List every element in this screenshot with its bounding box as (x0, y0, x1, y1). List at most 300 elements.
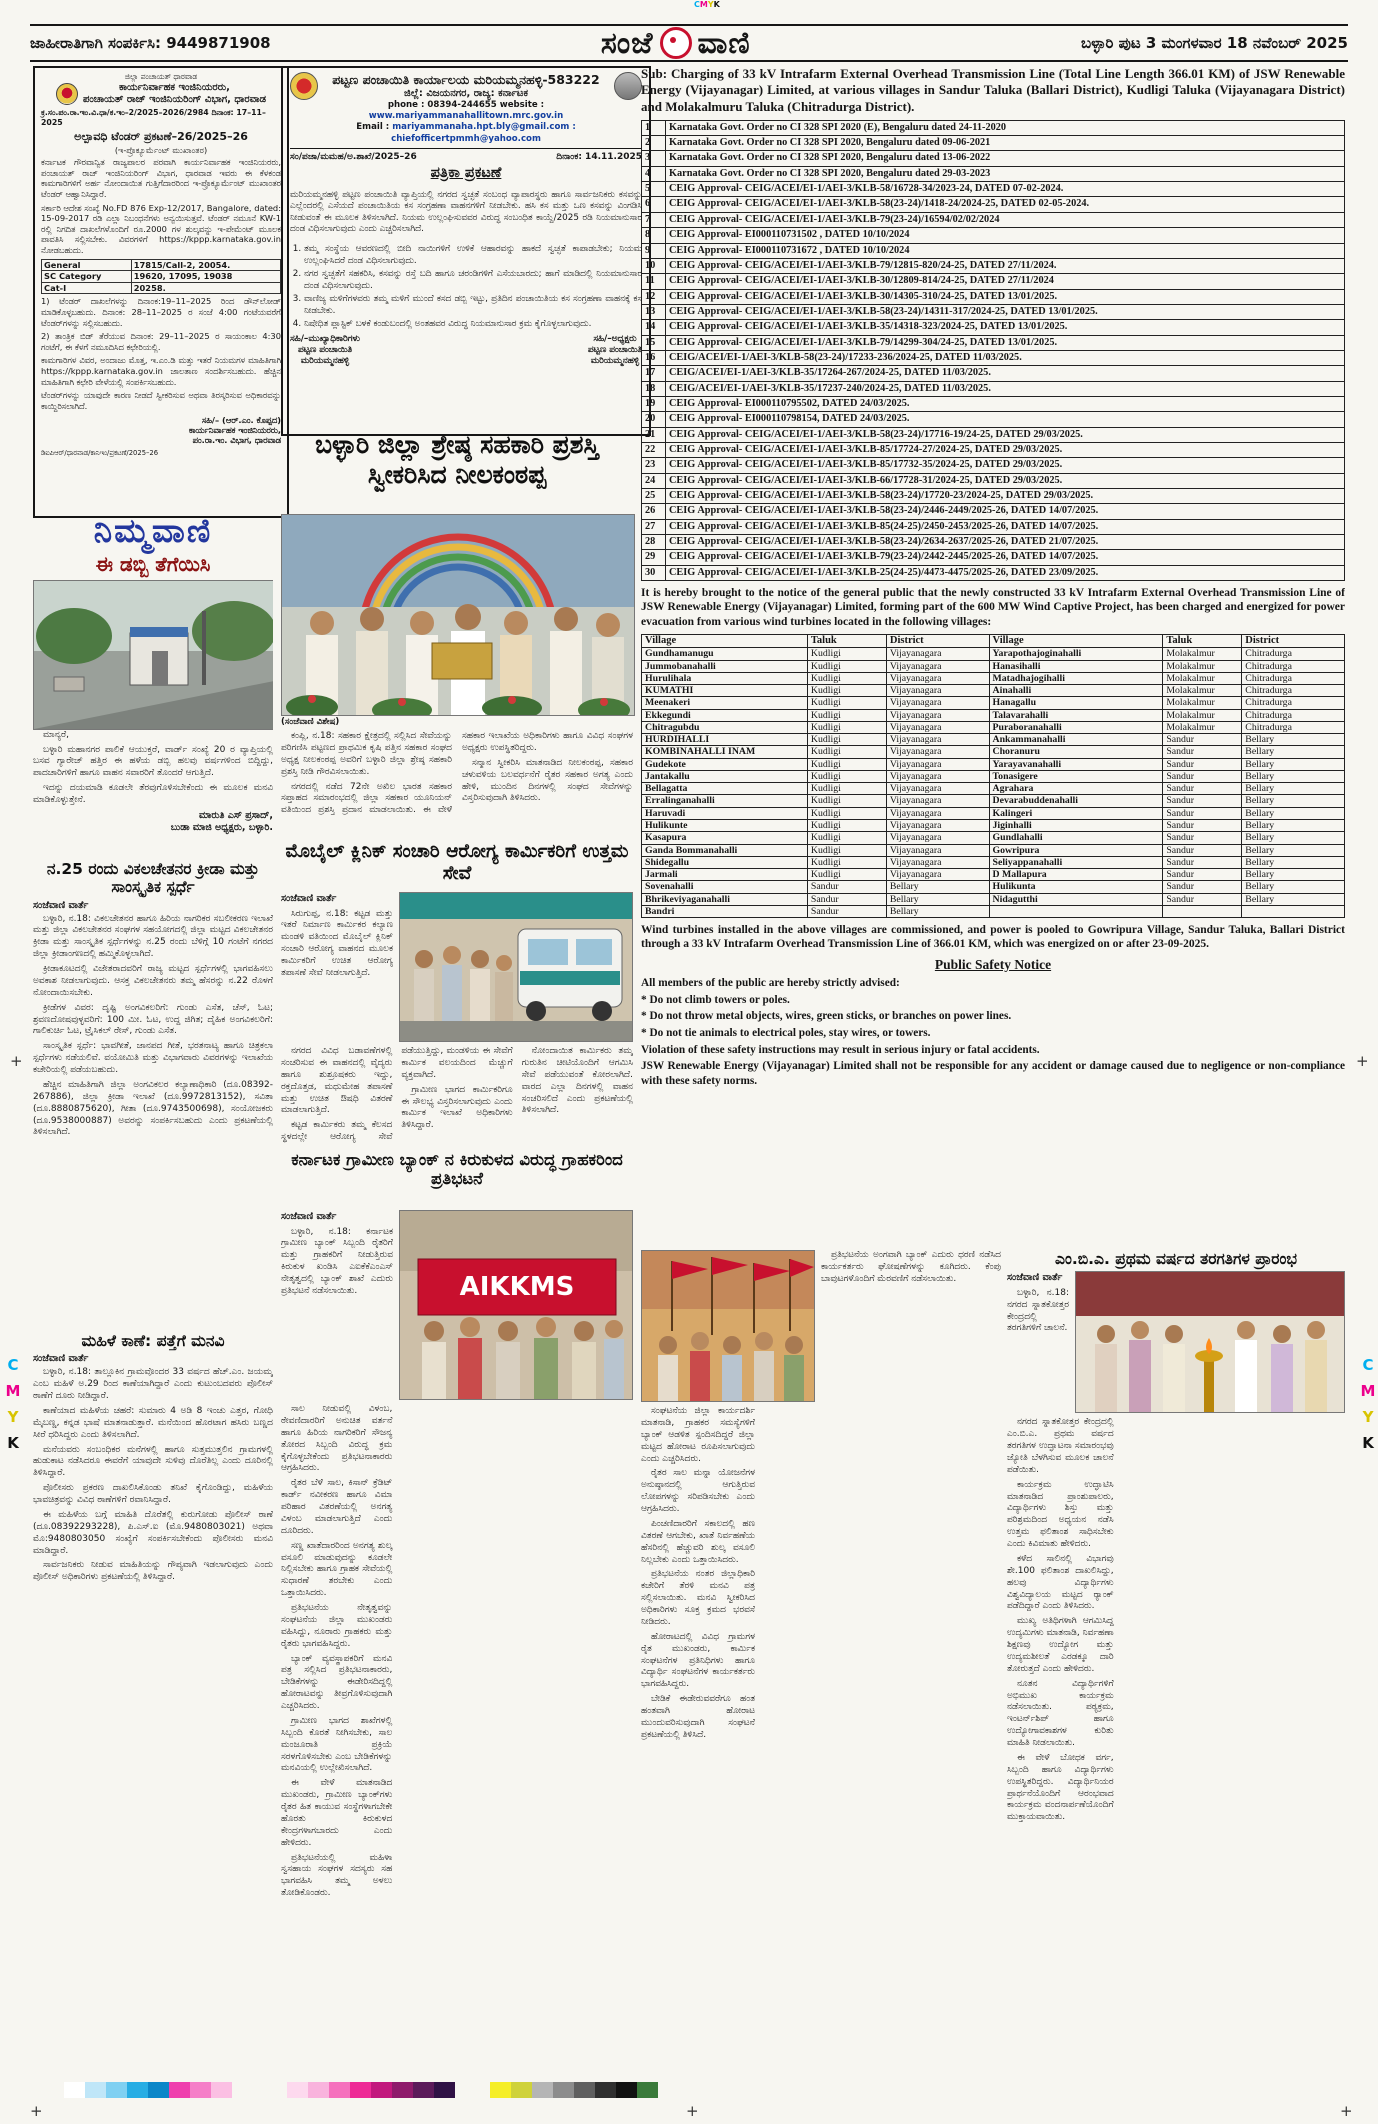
color-swatch (595, 2082, 616, 2098)
village-name: Jummobanahalli (642, 660, 808, 672)
masthead-text-left: ಸಂಜೆ (600, 25, 654, 61)
village-row (642, 783, 1345, 795)
page-header (30, 25, 1348, 61)
village-name: Bandri (642, 905, 808, 917)
govt-emblem-icon (56, 83, 78, 105)
tender-bottom-ref: ಡಿಐಪಿಆರ್/ಧಾರವಾಡ/ಕಾನಿಇಂ/ಪ್ರಕಟಣೆ/2025–26 (41, 448, 159, 457)
release-point: 2. ನಗರ ಸ್ವಚ್ಛತೆಗೆ ಸಹಕರಿಸಿ, ಕಸವನ್ನು ರಸ್ತೆ ಬದಿ ಹಾಗೂ ಚರಂಡಿಗಳಿಗೆ ಎಸೆಯಬಾರದು; ಹಾಗೆ ಮಾಡಿದಲ್ಲಿ ನಿಯಮಾನುಸಾರ ದಂಡ ವಿಧಿಸಲಾಗುವುದು. (304, 269, 642, 292)
paragraph: ಕ್ರೀಡೆಗಳ ವಿವರ: ದೃಷ್ಟಿ ಅಂಗವಿಕಲರಿಗೆ: ಗುಂಡು ಎಸೆತ, ಚೆಸ್, ಓಟ; ಶ್ರವಣದೋಷವುಳ್ಳವರಿಗೆ: 100 ಮೀ. ಓಟ, ಉದ್ದ ಜಿಗಿತ; ದೈಹಿಕ ಅಂಗವಿಕಲರಿಗೆ: ಗಾಲಿಕುರ್ಚಿ ಓಟ, ಟ್ರೈಸಿಕಲ್ ರೇಸ್, ಗುಂಡು ಎಸೆತ. (33, 1002, 273, 1037)
signature-line: ಸಹಿ/–ಅಧ್ಯಕ್ಷರು (593, 334, 637, 345)
bank-lead (281, 1210, 393, 1400)
village-row (642, 795, 1345, 807)
mba-article (1007, 1250, 1345, 2058)
order-text: CEIG Approval- EI000110731672 , DATED 10/10/2024 (666, 243, 1345, 258)
taluk: Sandur (1163, 746, 1242, 758)
order-row (642, 550, 1345, 565)
village-name: D Mallapura (989, 869, 1163, 881)
order-row (642, 504, 1345, 519)
district: Bellary (1242, 893, 1345, 905)
order-number: 26 (642, 504, 666, 519)
village-name: Kasapura (642, 832, 808, 844)
order-text: CEIG Approval- CEIG/ACEI/EI-1/AEI-3/KLB-58(23-24)/14311-317/2024-25, DATED 13/01/2025. (666, 304, 1345, 319)
district: Bellary (1242, 807, 1345, 819)
safety-point: * Do not climb towers or poles. (641, 993, 790, 1006)
order-text: Karnataka Govt. Order no CI 328 SPI 2020, Bengaluru dated 29-03-2023 (666, 166, 1345, 181)
village-name: Ganda Bommanahalli (642, 844, 808, 856)
mobile-clinic-photo (399, 892, 633, 1042)
village-name: Hanagallu (989, 697, 1163, 709)
order-row (642, 274, 1345, 289)
order-row (642, 212, 1345, 227)
order-text: CEIG Approval- CEIG/ACEI/EI-1/AEI-3/KLB-25(24-25)/4473-4475/2025-26, DATED 23/09/2025. (666, 565, 1345, 580)
order-row (642, 166, 1345, 181)
paragraph: ಕ್ರೀಡಾಕೂಟದಲ್ಲಿ ವಿಜೇತರಾದವರಿಗೆ ರಾಜ್ಯ ಮಟ್ಟದ ಸ್ಪರ್ಧೆಗಳಲ್ಲಿ ಭಾಗವಹಿಸಲು ಅವಕಾಶ ನೀಡಲಾಗುವುದು. ಆಸಕ್ತ ವಿಕಲಚೇತನರು ತಮ್ಮ ಹೆಸರನ್ನು ನ.22 ರೊಳಗೆ ನೋಂದಾಯಿಸಬೇಕು. (33, 964, 273, 998)
village-name: Ainahalli (989, 685, 1163, 697)
paragraph: ಪ್ರತಿಭಟನೆಯ ನೇತೃತ್ವವನ್ನು ಸಂಘಟನೆಯ ಜಿಲ್ಲಾ ಮುಖಂಡರು ವಹಿಸಿದ್ದು, ನೂರಾರು ಗ್ರಾಹಕರು ಮತ್ತು ರೈತರು ಭಾಗವಹಿಸಿದ್ದರು. (281, 1603, 393, 1649)
taluk: Molakalmur (1163, 721, 1242, 733)
village-name: Bhrikeviyaganahalli (642, 893, 808, 905)
order-text: CEIG Approval- CEIG/ACEI/EI-1/AEI-3/KLB-58(23-24)/17720-23/2024-25, DATED 29/03/2025. (666, 489, 1345, 504)
district: Vijayanagara (886, 660, 989, 672)
tender-district-line: ಜಿಲ್ಲಾ ಪಂಚಾಯತ್ ಧಾರವಾಡ (124, 72, 198, 81)
order-text: CEIG/ACEI/EI-1/AEI-3/KLB-35/17237-240/2024-25, DATED 11/03/2025. (666, 381, 1345, 396)
paragraph: ಕಟ್ಟಡ ಕಾರ್ಮಿಕರು ತಮ್ಮ ಕೆಲಸದ ಸ್ಥಳದಲ್ಲೇ ಆರೋಗ್ಯ ಸೇವೆ ಪಡೆಯುತ್ತಿದ್ದು, ಮಂಡಳಿಯ ಈ ಸೇವೆಗೆ ಕಾರ್ಮಿಕ ವಲಯದಿಂದ ಮೆಚ್ಚುಗೆ ವ್ಯಕ್ತವಾಗಿದೆ. (281, 1046, 513, 1143)
order-row (642, 565, 1345, 580)
column-header: Village (642, 635, 808, 648)
village-name: Ekkegundi (642, 709, 808, 721)
color-swatch (85, 2082, 106, 2098)
village-row (642, 672, 1345, 684)
color-swatch (329, 2082, 350, 2098)
order-row (642, 335, 1345, 350)
village-name: Yarapothajoginahalli (989, 648, 1163, 660)
color-calibration-strip (287, 2082, 455, 2098)
article-byline: ಸಂಜೆವಾಣಿ ವಾರ್ತೆ (281, 1211, 337, 1222)
safety-disclaimer: JSW Renewable Energy (Vijayanagar) Limited shall not be responsible for any accident or damage caused due to negligence or non-compliance with these safety norms. (641, 1060, 1345, 1087)
clinic-article-headline: ಮೊಬೈಲ್ ಕ್ಲಿನಿಕ್ ಸಂಚಾರಿ ಆರೋಗ್ಯ ಕಾರ್ಮಿಕರಿಗೆ ಉತ್ತಮ ಸೇವೆ (285, 841, 629, 884)
paragraph: ಮನೆಯವರು ಸಂಬಂಧಿಕರ ಮನೆಗಳಲ್ಲಿ ಹಾಗೂ ಸುತ್ತಮುತ್ತಲಿನ ಗ್ರಾಮಗಳಲ್ಲಿ ಹುಡುಕಾಟ ನಡೆಸಿದರೂ ಈವರೆಗೆ ಯಾವುದೇ ಸುಳಿವು ದೊರೆತಿಲ್ಲ ಎಂದು ದೂರಿನಲ್ಲಿ ತಿಳಿಸಿದ್ದಾರೆ. (33, 1444, 273, 1479)
district: Bellary (1242, 758, 1345, 770)
taluk: Kudligi (807, 758, 886, 770)
color-swatch (106, 2082, 127, 2098)
safety-point: * Do not tie animals to electrical poles, stay wires, or towers. (641, 1026, 931, 1039)
village-row (642, 709, 1345, 721)
order-number: 29 (642, 550, 666, 565)
village-row (642, 697, 1345, 709)
paragraph: ಮುಖ್ಯ ಅತಿಥಿಗಳಾಗಿ ಆಗಮಿಸಿದ್ದ ಉದ್ಯಮಿಗಳು ಮಾತನಾಡಿ, ನಿರ್ವಹಣಾ ಶಿಕ್ಷಣವು ಉದ್ಯೋಗ ಮತ್ತು ಉದ್ಯಮಶೀಲತೆ ಎರಡಕ್ಕೂ ದಾರಿ ತೋರುತ್ತದೆ ಎಂದು ಹೇಳಿದರು. (1007, 1616, 1114, 1674)
taluk: Kudligi (807, 783, 886, 795)
district: Bellary (886, 905, 989, 917)
paragraph: ಪೊಲೀಸರು ಪ್ರಕರಣ ದಾಖಲಿಸಿಕೊಂಡು ತನಿಖೆ ಕೈಗೊಂಡಿದ್ದು, ಮಹಿಳೆಯ ಭಾವಚಿತ್ರವನ್ನು ವಿವಿಧ ಠಾಣೆಗಳಿಗೆ ರವಾನಿಸಿದ್ದಾರೆ. (33, 1483, 273, 1506)
taluk: Kudligi (807, 856, 886, 868)
color-swatch (148, 2082, 169, 2098)
order-text: CEIG Approval- CEIG/ACEI/EI-1/AEI-3/KLB-58(23-24)/2634-2637/2025-26, DATED 21/07/2025. (666, 535, 1345, 550)
paragraph: ನಗರದ ವಿವಿಧ ಬಡಾವಣೆಗಳಲ್ಲಿ ಸಂಚರಿಸುವ ಈ ವಾಹನದಲ್ಲಿ ವೈದ್ಯರು ಹಾಗೂ ಶುಶ್ರೂಷಕರು ಇದ್ದು, ರಕ್ತದೊತ್ತಡ, ಮಧುಮೇಹ ತಪಾಸಣೆ ಮತ್ತು ಉಚಿತ ಔಷಧಿ ವಿತರಣೆ ಮಾಡಲಾಗುತ್ತಿದೆ. (281, 1046, 393, 1116)
order-text: CEIG Approval- CEIG/ACEI/EI-1/AEI-3/KLB-30/12809-814/24-25, DATED 27/11/2024 (666, 274, 1345, 289)
taluk: Sandur (807, 905, 886, 917)
office-subtitle: ಜಿಲ್ಲೆ: ವಿಜಯನಗರ, ರಾಜ್ಯ: ಕರ್ನಾಟಕ (404, 87, 528, 99)
phone-number: 08394-244655 (427, 100, 497, 110)
order-number: 12 (642, 289, 666, 304)
village-name: Hulikunte (642, 819, 808, 831)
column-header: District (1242, 635, 1345, 648)
order-text: CEIG/ACEI/EI-1/AEI-3/KLB-35/17264-267/2024-25, DATED 11/03/2025. (666, 366, 1345, 381)
color-swatch (169, 2082, 190, 2098)
email-address-1: mariyammanaha.hpt.bly@gmail.com (392, 122, 570, 133)
color-swatch (490, 2082, 511, 2098)
taluk: Sandur (1163, 856, 1242, 868)
column-header: District (886, 635, 989, 648)
taluk: Sandur (1163, 783, 1242, 795)
paragraph: ಕಾಣೆಯಾದ ಮಹಿಳೆಯ ಚಹರೆ: ಸುಮಾರು 4 ಅಡಿ 8 ಇಂಚು ಎತ್ತರ, ಗೋಧಿ ಮೈಬಣ್ಣ, ಕನ್ನಡ ಭಾಷೆ ಮಾತನಾಡುತ್ತಾರೆ. ಮನೆಯಿಂದ ಹೊರಟಾಗ ಹಸಿರು ಬಣ್ಣದ ಸೀರೆ ಧರಿಸಿದ್ದರು ಎಂದು ತಿಳಿಸಲಾಗಿದೆ. (33, 1405, 273, 1440)
order-row (642, 136, 1345, 151)
village-name: Puraboranahalli (989, 721, 1163, 733)
tender-notes (41, 296, 281, 411)
paragraph: ಬಳ್ಳಾರಿ, ನ.18: ತಾಲ್ಲೂಕಿನ ಗ್ರಾಮವೊಂದರ 33 ವರ್ಷದ ಹೆಚ್.ಎಂ. ಜಯಮ್ಮ ಎಂಬ ಮಹಿಳೆ ಅ.29 ರಿಂದ ಕಾಣೆಯಾಗಿದ್ದಾರೆ ಎಂದು ಕುಟುಂಬದವರು ಪೊಲೀಸ್ ಠಾಣೆಗೆ ದೂರು ನೀಡಿದ್ದಾರೆ. (33, 1367, 273, 1402)
paragraph: ಬಳ್ಳಾರಿ, ನ.18: ವಿಕಲಚೇತನರ ಹಾಗೂ ಹಿರಿಯ ನಾಗರಿಕರ ಸಬಲೀಕರಣ ಇಲಾಖೆ ಮತ್ತು ಜಿಲ್ಲಾ ವಿಕಲಚೇತನರ ಸಂಘಗಳ ಸಹಯೋಗದಲ್ಲಿ ಜಿಲ್ಲಾ ಮಟ್ಟದ ವಿಕಲಚೇತನರ ಕ್ರೀಡಾ ಮತ್ತು ಸಾಂಸ್ಕೃತಿಕ ಸ್ಪರ್ಧೆಗಳನ್ನು ನ.25 ರಂದು ಬೆಳಿಗ್ಗೆ 10 ಗಂಟೆಗೆ ನಗರದ ಜಿಲ್ಲಾ ಕ್ರೀಡಾಂಗಣದಲ್ಲಿ ಹಮ್ಮಿಕೊಳ್ಳಲಾಗಿದೆ. (33, 913, 273, 960)
taluk: Kudligi (807, 807, 886, 819)
paragraph: ಕಾರ್ಯಕ್ರಮ ಉದ್ಘಾಟಿಸಿ ಮಾತನಾಡಿದ ಪ್ರಾಂಶುಪಾಲರು, ವಿದ್ಯಾರ್ಥಿಗಳು ಶಿಸ್ತು ಮತ್ತು ಪರಿಶ್ರಮದಿಂದ ಅಧ್ಯಯನ ನಡೆಸಿ ಉತ್ತಮ ಫಲಿತಾಂಶ ಸಾಧಿಸಬೇಕು ಎಂದು ಕಿವಿಮಾತು ಹೇಳಿದರು. (1007, 1479, 1114, 1550)
district: Vijayanagara (886, 869, 989, 881)
signature-line: ಪಟ್ಟಣ ಪಂಚಾಯಿತಿ (587, 345, 642, 356)
notice-intro: It is hereby brought to the notice of the general public that the newly constructed 33 kV Intrafarm External Overhead Transmission Line of JSW Renewable Energy (Vijayanagar) Limited, forming part of the 600 MW Wind Captive Project, has been charged and energized for power evacuation from various wind turbines located in the following villages: (641, 587, 1345, 628)
village-name: Chitragubdu (642, 721, 808, 733)
order-text: CEIG Approval- CEIG/ACEI/EI-1/AEI-3/KLB-79/12815-820/24-25, DATED 27/11/2024. (666, 258, 1345, 273)
district: Vijayanagara (886, 746, 989, 758)
bank-protest-top (281, 1210, 633, 1400)
village-row (642, 881, 1345, 893)
village-row (642, 856, 1345, 868)
paragraph: ರೈತರ ಸಾಲ ಮನ್ನಾ ಯೋಜನೆಗಳ ಅನುಷ್ಠಾನದಲ್ಲಿ ಆಗುತ್ತಿರುವ ಲೋಪಗಳನ್ನು ಸರಿಪಡಿಸಬೇಕು ಎಂದು ಆಗ್ರಹಿಸಿದರು. (641, 1468, 755, 1514)
district (1242, 905, 1345, 917)
photo-caption: (ಸಂಜೆವಾಣಿ ವಿಶೇಷ) (281, 717, 340, 727)
cmyk-letter: Y (1362, 1408, 1374, 1426)
order-number: 11 (642, 274, 666, 289)
order-row (642, 489, 1345, 504)
village-name: Erralinganahalli (642, 795, 808, 807)
article-byline: ಸಂಜೆವಾಣಿ ವಾರ್ತೆ (33, 899, 89, 911)
tender-signatory-office: ಪಂ.ರಾ.ಇಂ. ವಿಭಾಗ, ಧಾರವಾಡ (192, 435, 281, 446)
order-number: 24 (642, 473, 666, 488)
district: Vijayanagara (886, 819, 989, 831)
order-number: 19 (642, 396, 666, 411)
tender-paragraph: ಸರ್ಕಾರಿ ಆದೇಶ ಸಂಖ್ಯೆ No.FD 876 Exp-12/2017, Bangalore, dated: 15-09-2017 ರಡಿ ಎಲ್ಲಾ ನಿಬಂಧನೆಗಳು ಅನ್ವಯಿಸುತ್ತವೆ. ಟೆಂಡರ್ ನಮೂನೆ KW-1 ರಲ್ಲಿ ನಿಗದಿತ ದಾಖಲೆಗಳೊಂದಿಗೆ ರೂ.2000 ಗಳ ಶುಲ್ಕವನ್ನು ಇ-ಪೇಮೆಂಟ್ ಮೂಲಕ ಪಾವತಿಸಿ ಸಲ್ಲಿಸಬೇಕು. ವಿವರಗಳಿಗೆ https://kppp.karnataka.gov.in ನೋಡಬಹುದು. (41, 202, 281, 255)
taluk: Sandur (1163, 832, 1242, 844)
district: Bellary (1242, 856, 1345, 868)
category-value: 17815/Call-2, 20054. (131, 259, 280, 271)
cmyk-letter: C (1362, 1356, 1374, 1374)
protest-continuation (641, 1250, 1001, 2058)
column-header: Taluk (807, 635, 886, 648)
order-row (642, 350, 1345, 365)
registration-mark: + (1340, 2102, 1353, 2120)
color-calibration-strip (64, 2082, 232, 2098)
village-row (642, 746, 1345, 758)
order-number: 23 (642, 458, 666, 473)
tender-note: 2) ತಾಂತ್ರಿಕ ಬಿಡ್ ತೆರೆಯುವ ದಿನಾಂಕ: 29–11–2025 ರ ಸಾಯಂಕಾಲ 4:30 ಗಂಟೆಗೆ, ಈ ಕೆಳಗೆ ನಮೂದಿಸಿದ ಕಛೇರಿಯಲ್ಲಿ. (41, 331, 281, 352)
district: Bellary (1242, 770, 1345, 782)
district: Bellary (1242, 795, 1345, 807)
paragraph: ಬಳ್ಳಾರಿ ಮಹಾನಗರ ಪಾಲಿಕೆ ಆಯುಕ್ತರೆ, ವಾರ್ಡ್ ಸಂಖ್ಯೆ 20 ರ ವ್ಯಾಪ್ತಿಯಲ್ಲಿ ಬಸವ ಗ್ಯಾರೇಜ್ ಹತ್ತಿರ ಈ ಹಳೆಯ ಡಬ್ಬಿ ಹಲವು ವರ್ಷಗಳಿಂದ ಬಿದ್ದಿದ್ದು, ಪಾದಚಾರಿಗಳಿಗೆ ಹಾಗೂ ವಾಹನ ಸವಾರರಿಗೆ ತೊಂದರೆ ಆಗುತ್ತಿದೆ. (33, 744, 273, 779)
paragraph: ಇದನ್ನು ದಯಮಾಡಿ ಕೂಡಲೇ ತೆರವುಗೊಳಿಸಬೇಕೆಂದು ಈ ಮೂಲಕ ಮನವಿ ಮಾಡಿಕೊಳ್ಳುತ್ತೇನೆ. (33, 783, 273, 806)
taluk: Molakalmur (1163, 697, 1242, 709)
cmyk-letter: C (694, 0, 700, 9)
district: Bellary (1242, 819, 1345, 831)
village-row (642, 893, 1345, 905)
paragraph: ಬೇಡಿಕೆ ಈಡೇರುವವರೆಗೂ ಹಂತ ಹಂತವಾಗಿ ಹೋರಾಟ ಮುಂದುವರಿಸುವುದಾಗಿ ಸಂಘಟನೆ ಪ್ರಕಟಣೆಯಲ್ಲಿ ತಿಳಿಸಿದೆ. (641, 1694, 755, 1740)
district: Vijayanagara (886, 721, 989, 733)
color-swatch (532, 2082, 553, 2098)
panchayat-press-release (281, 66, 651, 436)
village-name: Ankammanahalli (989, 734, 1163, 746)
district: Chitradurga (1242, 685, 1345, 697)
award-ceremony-photo (281, 514, 635, 716)
district: Bellary (1242, 869, 1345, 881)
safety-point: * Do not throw metal objects, wires, green sticks, or branches on power lines. (641, 1010, 1012, 1023)
color-swatch (64, 2082, 85, 2098)
order-row (642, 151, 1345, 166)
village-row (642, 685, 1345, 697)
bank-protest-body (281, 1404, 633, 2060)
tender-office-line2: ಪಂಚಾಯತ್ ರಾಜ್ ಇಂಜಿನಿಯರಿಂಗ್ ವಿಭಾಗ, ಧಾರವಾಡ (82, 93, 267, 105)
village-row (642, 721, 1345, 733)
order-row (642, 442, 1345, 457)
order-number: 20 (642, 412, 666, 427)
order-row (642, 427, 1345, 442)
cmyk-letter: Y (707, 0, 714, 9)
order-number: 13 (642, 304, 666, 319)
order-row (642, 458, 1345, 473)
village-row (642, 869, 1345, 881)
cmyk-letter: M (5, 1382, 21, 1400)
tender-office-line1: ಕಾರ್ಯನಿರ್ವಾಹಕ ಇಂಜಿನಿಯರರು, (118, 81, 230, 93)
district: Vijayanagara (886, 856, 989, 868)
village-name: Jantakallu (642, 770, 808, 782)
district: Vijayanagara (886, 648, 989, 660)
mba-article-body (1007, 1417, 1345, 2017)
taluk: Sandur (1163, 819, 1242, 831)
advert-contact: ಜಾಹೀರಾತಿಗಾಗಿ ಸಂಪರ್ಕಿಸಿ: 9449871908 (30, 34, 271, 52)
taluk: Kudligi (807, 721, 886, 733)
signature-line: ಮರಿಯಮ್ಮನಹಳ್ಳಿ (300, 356, 350, 367)
tender-ref: ಕ್ರ.ಸಂ.ಪಂ.ರಾ.ಇಂ.ವಿ.ಧಾ/ಕ.ಇಂ–2/2025–2026/2984 ದಿನಾಂಕ: 17–11–2025 (41, 107, 266, 127)
cmyk-letter: C (7, 1356, 19, 1374)
paragraph: ರೈತರ ಬೆಳೆ ಸಾಲ, ಕಿಸಾನ್ ಕ್ರೆಡಿಟ್ ಕಾರ್ಡ್ ನವೀಕರಣ ಹಾಗೂ ವಿಮಾ ಪರಿಹಾರ ವಿತರಣೆಯಲ್ಲಿ ಅನಗತ್ಯ ವಿಳಂಬ ಮಾಡಲಾಗುತ್ತಿದೆ ಎಂದು ದೂರಿದರು. (281, 1478, 393, 1536)
table-row (42, 259, 281, 271)
signature-line: ಮರಿಯಮ್ಮನಹಳ್ಳಿ (590, 356, 640, 367)
paragraph: ನಗರದ ಸ್ನಾತಕೋತ್ತರ ಕೇಂದ್ರದಲ್ಲಿ ಎಂ.ಬಿ.ಎ. ಪ್ರಥಮ ವರ್ಷದ ತರಗತಿಗಳ ಉದ್ಘಾಟನಾ ಸಮಾರಂಭವು ಜ್ಯೋತಿ ಬೆಳಗಿಸುವ ಮೂಲಕ ಚಾಲನೆ ಪಡೆಯಿತು. (1007, 1417, 1114, 1475)
cmyk-letter: K (713, 0, 720, 9)
district: Bellary (1242, 844, 1345, 856)
taluk: Sandur (1163, 770, 1242, 782)
taluk: Sandur (807, 881, 886, 893)
village-row (642, 819, 1345, 831)
notice-subject: S​ub: Charging of 33 kV Intrafarm External Overhead Transmission Line (Total Line Length 366.01 KM) of JSW Renewable Energy (Vijayanagar) Limited, at various villages in Sandur Taluka (Ballari District), Kudligi Taluka (Vijayanagara District) and Molakalmuru Taluka (Chitradurga District). (641, 66, 1345, 114)
tender-category-table (41, 259, 281, 295)
district: Bellary (1242, 734, 1345, 746)
villages-header-row (642, 635, 1345, 648)
village-name: Nidagutthi (989, 893, 1163, 905)
order-text: Karnataka Govt. Order no CI 328 SPI 2020 (E), Bengaluru dated 24-11-2020 (666, 120, 1345, 135)
order-text: CEIG Approval- CEIG/ACEI/EI-1/AEI-3/KLB-79(23-24)/2442-2445/2025-26, DATED 14/07/2025. (666, 550, 1345, 565)
order-row (642, 289, 1345, 304)
article-byline: ಸಂಜೆವಾಣಿ ವಾರ್ತೆ (281, 893, 337, 904)
lamp-lighting-photo (1075, 1271, 1345, 1413)
taluk: Kudligi (807, 697, 886, 709)
color-swatch (392, 2082, 413, 2098)
office-title: ಪಟ್ಟಣ ಪಂಚಾಯಿತಿ ಕಾರ್ಯಾಲಯ ಮರಿಯಮ್ಮನಹಳ್ಳಿ-583222 (332, 72, 600, 88)
order-text: CEIG/ACEI/EI-1/AEI-3/KLB-58(23-24)/17233-236/2024-25, DATED 11/03/2025. (666, 350, 1345, 365)
masthead (601, 26, 751, 61)
letter-author-title: ಬುಡಾ ಮಾಜಿ ಅಧ್ಯಕ್ಷರು, ಬಳ್ಳಾರಿ. (170, 822, 273, 834)
taluk: Kudligi (807, 869, 886, 881)
village-row (642, 832, 1345, 844)
paragraph: ಈ ವೇಳೆ ಬೋಧಕ ವರ್ಗ, ಸಿಬ್ಬಂದಿ ಹಾಗೂ ವಿದ್ಯಾರ್ಥಿಗಳು ಉಪಸ್ಥಿತರಿದ್ದರು. ವಿದ್ಯಾರ್ಥಿನಿಯರ ಪ್ರಾರ್ಥನೆಯೊಂದಿಗೆ ಆರಂಭವಾದ ಕಾರ್ಯಕ್ರಮ ವಂದನಾರ್ಪಣೆಯೊಂದಿಗೆ ಮುಕ್ತಾಯವಾಯಿತು. (1007, 1752, 1114, 1823)
district: Vijayanagara (886, 795, 989, 807)
paragraph: ಕಂಪ್ಲಿ, ನ.18: ಸಹಕಾರ ಕ್ಷೇತ್ರದಲ್ಲಿ ಸಲ್ಲಿಸಿದ ಸೇವೆಯನ್ನು ಪರಿಗಣಿಸಿ ಪಟ್ಟಣದ ಪ್ರಾಥಮಿಕ ಕೃಷಿ ಪತ್ತಿನ ಸಹಕಾರ ಸಂಘದ ಅಧ್ಯಕ್ಷ ನೀಲಕಂಠಪ್ಪ ಅವರಿಗೆ ಬಳ್ಳಾರಿ ಜಿಲ್ಲಾ ಶ್ರೇಷ್ಠ ಸಹಕಾರಿ ಪ್ರಶಸ್ತಿ ನೀಡಿ ಗೌರವಿಸಲಾಯಿತು. (281, 731, 452, 777)
village-name: KOMBINAHALLI INAM (642, 746, 808, 758)
protest2-body (641, 1406, 1001, 2052)
color-swatch (434, 2082, 455, 2098)
release-ref: ಸಂ/ಪಜಾ/ಮಮಹ/ಅ.ಶಾಖೆ/2025–26 (290, 152, 417, 163)
district: Vijayanagara (886, 734, 989, 746)
taluk: Molakalmur (1163, 660, 1242, 672)
article-headline: ಮಹಿಳೆ ಕಾಣೆ: ಪತ್ತೆಗೆ ಮನವಿ (81, 1332, 225, 1350)
village-name: Devarabuddenahalli (989, 795, 1163, 807)
cmyk-letter: M (1360, 1382, 1376, 1400)
paragraph: ಮಾನ್ಯರೆ, (43, 729, 69, 740)
taluk: Sandur (1163, 795, 1242, 807)
paragraph: ಈ ಮಹಿಳೆಯ ಬಗ್ಗೆ ಮಾಹಿತಿ ದೊರೆತಲ್ಲಿ ಕುರುಗೋಡು ಪೊಲೀಸ್ ಠಾಣೆ (ದೂ.08392293228), ಪಿ.ಎಸ್.ಐ (ಮೊ.9480803021) ಅಥವಾ ಮೊ:9480803050 ಸಂಖ್ಯೆಗೆ ಸಂಪರ್ಕಿಸಬೇಕೆಂದು ಪೊಲೀಸರು ಮನವಿ ಮಾಡಿದ್ದಾರೆ. (33, 1509, 273, 1556)
order-row (642, 535, 1345, 550)
taluk: Kudligi (807, 648, 886, 660)
taluk: Kudligi (807, 660, 886, 672)
district: Vijayanagara (886, 758, 989, 770)
paragraph: ಸಂಘಟನೆಯ ಜಿಲ್ಲಾ ಕಾರ್ಯದರ್ಶಿ ಮಾತನಾಡಿ, ಗ್ರಾಹಕರ ಸಮಸ್ಯೆಗಳಿಗೆ ಬ್ಯಾಂಕ್ ಆಡಳಿತ ಸ್ಪಂದಿಸದಿದ್ದರೆ ಜಿಲ್ಲಾ ಮಟ್ಟದ ಹೋರಾಟ ರೂಪಿಸಲಾಗುವುದು ಎಂದು ಎಚ್ಚರಿಸಿದರು. (641, 1406, 755, 1464)
banner-text: AIKKMS (459, 1272, 575, 1302)
website-url: www.mariyammanahallitown.mrc.gov.in (368, 111, 564, 122)
cmyk-letter: Y (7, 1408, 19, 1426)
taluk: Kudligi (807, 832, 886, 844)
village-row (642, 734, 1345, 746)
paragraph: ಸನ್ಮಾನ ಸ್ವೀಕರಿಸಿ ಮಾತನಾಡಿದ ನೀಲಕಂಠಪ್ಪ, ಸಹಕಾರ ಚಳುವಳಿಯ ಬಲವರ್ಧನೆಗೆ ರೈತರ ಸಹಕಾರ ಅಗತ್ಯ ಎಂದು ಹೇಳಿ, ಮುಂದಿನ ದಿನಗಳಲ್ಲಿ ಸಂಘದ ಸೇವೆಗಳನ್ನು ವಿಸ್ತರಿಸುವುದಾಗಿ ತಿಳಿಸಿದರು. (462, 757, 633, 804)
tender-paragraph: ಕರ್ನಾಟಕ ಗೌರವಾನ್ವಿತ ರಾಜ್ಯಪಾಲರ ಪರವಾಗಿ ಕಾರ್ಯನಿರ್ವಾಹಕ ಇಂಜಿನಿಯರರು, ಪಂಚಾಯತ್ ರಾಜ್ ಇಂಜಿನಿಯರಿಂಗ್ ವಿಭಾಗ, ಧಾರವಾಡ ಇವರು ಈ ಕೆಳಕಂಡ ಕಾಮಗಾರಿಗಳಿಗೆ ಅರ್ಹ ನೋಂದಾಯಿತ ಗುತ್ತಿಗೆದಾರರಿಂದ ಇ-ಪ್ರೊಕ್ಯೂರ್ಮೆಂಟ್ ಮುಖಾಂತರ ಟೆಂಡರ್ ಆಹ್ವಾನಿಸಿದ್ದಾರೆ. (41, 157, 281, 199)
order-text: CEIG Approval- EI000110795502, DATED 24/03/2025. (666, 396, 1345, 411)
missing-person-article (33, 1332, 273, 2058)
column-header: Taluk (1163, 635, 1242, 648)
color-swatch (616, 2082, 637, 2098)
district: Bellary (886, 893, 989, 905)
paragraph: ಹೆಚ್ಚಿನ ಮಾಹಿತಿಗಾಗಿ ಜಿಲ್ಲಾ ಅಂಗವಿಕಲರ ಕಲ್ಯಾಣಾಧಿಕಾರಿ (ದೂ.08392-267886), ಜಿಲ್ಲಾ ಕ್ರೀಡಾ ಇಲಾಖೆ (ದೂ.9972813152), ಸವಿತಾ (ದೂ.8880875620), ಗೀತಾ (ದೂ.9743500698), ಸಂಯೋಜಕರು (ದೂ.9538000887) ಅವರನ್ನು ಸಂಪರ್ಕಿಸಬಹುದು ಎಂದು ಪ್ರಕಟಣೆಯಲ್ಲಿ ತಿಳಿಸಲಾಗಿದೆ. (33, 1079, 273, 1138)
paragraph: ಬ್ಯಾಂಕ್ ವ್ಯವಸ್ಥಾಪಕರಿಗೆ ಮನವಿ ಪತ್ರ ಸಲ್ಲಿಸಿದ ಪ್ರತಿಭಟನಾಕಾರರು, ಬೇಡಿಕೆಗಳನ್ನು ಈಡೇರಿಸದಿದ್ದಲ್ಲಿ ಹೋರಾಟವನ್ನು ತೀವ್ರಗೊಳಿಸುವುದಾಗಿ ಎಚ್ಚರಿಸಿದರು. (281, 1653, 393, 1711)
signature-left (290, 334, 360, 367)
village-name: Choranuru (989, 746, 1163, 758)
order-number: 5 (642, 182, 666, 197)
clinic-article-top (281, 892, 633, 1042)
order-text: CEIG Approval- EI000110798154, DATED 24/03/2025. (666, 412, 1345, 427)
color-calibration-strip (490, 2082, 658, 2098)
color-swatch (350, 2082, 371, 2098)
village-row (642, 807, 1345, 819)
bank-protest-headline: ಕರ್ನಾಟಕ ಗ್ರಾಮೀಣ ಬ್ಯಾಂಕ್ ನ ಕಿರುಕುಳದ ವಿರುದ್ಧ ಗ್ರಾಹಕರಿಂದ ಪ್ರತಿಭಟನೆ (291, 1150, 623, 1189)
paragraph: ಸಾರ್ವಜನಿಕರು ನೀಡುವ ಮಾಹಿತಿಯನ್ನು ಗೌಪ್ಯವಾಗಿ ಇಡಲಾಗುವುದು ಎಂದು ಪೊಲೀಸ್ ಅಧಿಕಾರಿಗಳು ಪ್ರಕಟಣೆಯಲ್ಲಿ ತಿಳಿಸಿದ್ದಾರೆ. (33, 1560, 273, 1583)
order-row (642, 519, 1345, 534)
tender-title: ಅಲ್ಪಾವಧಿ ಟೆಂಡರ್ ಪ್ರಕಟಣೆ–26/2025–26 (74, 129, 248, 143)
panchayat-emblem-icon (290, 72, 318, 100)
paragraph: ಹೋರಾಟದಲ್ಲಿ ವಿವಿಧ ಗ್ರಾಮಗಳ ರೈತ ಮುಖಂಡರು, ಕಾರ್ಮಿಕ ಸಂಘಟನೆಗಳ ಪ್ರತಿನಿಧಿಗಳು ಹಾಗೂ ವಿದ್ಯಾರ್ಥಿ ಸಂಘಟನೆಗಳ ಕಾರ್ಯಕರ್ತರು ಭಾಗವಹಿಸಿದ್ದರು. (641, 1631, 755, 1690)
color-swatch (287, 2082, 308, 2098)
village-name: Meenakeri (642, 697, 808, 709)
nimmavani-headline: ಈ ಡಬ್ಬಿ ತೆಗೆಯಿಸಿ (95, 551, 211, 576)
district: Vijayanagara (886, 783, 989, 795)
taluk: Molakalmur (1163, 672, 1242, 684)
paragraph: ಕಳೆದ ಸಾಲಿನಲ್ಲಿ ವಿಭಾಗವು ಶೇ.100 ಫಲಿತಾಂಶ ದಾಖಲಿಸಿದ್ದು, ಹಲವು ವಿದ್ಯಾರ್ಥಿಗಳು ವಿಶ್ವವಿದ್ಯಾಲಯ ಮಟ್ಟದ ರ‍್ಯಾಂಕ್ ಪಡೆದಿದ್ದಾರೆ ಎಂದು ತಿಳಿಸಿದರು. (1007, 1553, 1114, 1612)
villages-table (641, 634, 1345, 918)
district: Vijayanagara (886, 770, 989, 782)
page-dateline: ಬಳ್ಳಾರಿ ಪುಟ 3 ಮಂಗಳವಾರ 18 ನವೆಂಬರ್ 2025 (1080, 34, 1348, 52)
taluk: Sandur (1163, 844, 1242, 856)
taluk: Sandur (1163, 758, 1242, 770)
nimmavani-section (33, 514, 273, 852)
village-name: Gowripura (989, 844, 1163, 856)
order-row (642, 473, 1345, 488)
notice-post-paragraph: Wind turbines installed in the above villages are commissioned, and power is pooled to Gowripura Village, Sandur Taluka, Ballari District through a 33 kV Intrafarm Overhead Transmission Line of 366.01 KM, which was energized on or after 23-09-2025. (641, 924, 1345, 951)
village-row (642, 648, 1345, 660)
color-swatch (211, 2082, 232, 2098)
village-name: Matadhajogihalli (989, 672, 1163, 684)
order-text: CEIG Approval- CEIG/ACEI/EI-1/AEI-3/KLB-66/17728-31/2024-25, DATED 29/03/2025. (666, 473, 1345, 488)
order-text: CEIG Approval- CEIG/ACEI/EI-1/AEI-3/KLB-79(23-24)/16594/02/02/2024 (666, 212, 1345, 227)
release-points (304, 244, 642, 330)
paragraph: ಸಾಲ ನೀಡುವಲ್ಲಿ ವಿಳಂಬ, ಠೇವಣಿದಾರರಿಗೆ ಅನುಚಿತ ವರ್ತನೆ ಹಾಗೂ ಹಿರಿಯ ನಾಗರಿಕರಿಗೆ ಸೌಜನ್ಯ ತೋರದ ಸಿಬ್ಬಂದಿ ವಿರುದ್ಧ ಕ್ರಮ ಕೈಗೊಳ್ಳಬೇಕೆಂದು ಪ್ರತಿಭಟನಾಕಾರರು ಆಗ್ರಹಿಸಿದರು. (281, 1404, 393, 1474)
order-text: Karnataka Govt. Order no CI 328 SPI 2020, Bengaluru dated 09-06-2021 (666, 136, 1345, 151)
district: Bellary (1242, 832, 1345, 844)
order-row (642, 182, 1345, 197)
village-row (642, 660, 1345, 672)
order-text: CEIG Approval- CEIG/ACEI/EI-1/AEI-3/KLB-85/17724-27/2024-25, DATED 29/03/2025. (666, 442, 1345, 457)
paragraph: ಸಾಂಸ್ಕೃತಿಕ ಸ್ಪರ್ಧೆ: ಭಾವಗೀತೆ, ಜಾನಪದ ಗೀತೆ, ಭರತನಾಟ್ಯ ಹಾಗೂ ಚಿತ್ರಕಲಾ ಸ್ಪರ್ಧೆಗಳು ನಡೆಯಲಿವೆ. ವಯೋಮಿತಿ ಮತ್ತು ವಿಭಾಗವಾರು ವಿವರಗಳನ್ನು ಇಲಾಖೆಯ ಕಚೇರಿಯಲ್ಲಿ ಪಡೆಯಬಹುದು. (33, 1041, 273, 1076)
order-row (642, 258, 1345, 273)
village-row (642, 758, 1345, 770)
cmyk-registration-top (694, 0, 720, 9)
district: Bellary (1242, 881, 1345, 893)
taluk: Sandur (1163, 893, 1242, 905)
taluk: Kudligi (807, 709, 886, 721)
email-label: Email : (356, 122, 390, 133)
letter-author: ಮಾರುತಿ ಎಸ್ ಪ್ರಸಾದ್, (198, 809, 273, 821)
district: Vijayanagara (886, 832, 989, 844)
district: Vijayanagara (886, 709, 989, 721)
village-name: Gundlahalli (989, 832, 1163, 844)
village-name: KUMATHI (642, 685, 808, 697)
press-release-heading: ಪತ್ರಿಕಾ ಪ್ರಕಟಣೆ (430, 165, 502, 182)
color-swatch (308, 2082, 329, 2098)
tender-note: 1) ಟೆಂಡರ್ ದಾಖಲೆಗಳನ್ನು ದಿನಾಂಕ:19–11–2025 ರಿಂದ ಡೌನ್‌ಲೋಡ್ ಮಾಡಿಕೊಳ್ಳಬಹುದು. ದಿನಾಂಕ: 28–11–2025 ರ ಸಂಜೆ 4:00 ಗಂಟೆಯವರೆಗೆ ಟೆಂಡರ್‌ಗಳನ್ನು ಸಲ್ಲಿಸಬಹುದು. (41, 296, 281, 328)
taluk: Kudligi (807, 746, 886, 758)
village-name: Bellagatta (642, 783, 808, 795)
taluk (1163, 905, 1242, 917)
village-name: Gudekote (642, 758, 808, 770)
order-number: 30 (642, 565, 666, 580)
safety-intro: All members of the public are hereby strictly advised: (641, 976, 900, 989)
protest-flags-photo (641, 1250, 815, 1402)
article-byline: ಸಂಜೆವಾಣಿ ವಾರ್ತೆ (1007, 1272, 1063, 1284)
order-number: 22 (642, 442, 666, 457)
village-name: Hulikunta (989, 881, 1163, 893)
order-number: 21 (642, 427, 666, 442)
tender-body (41, 157, 281, 255)
protest-banner-photo (399, 1210, 633, 1400)
